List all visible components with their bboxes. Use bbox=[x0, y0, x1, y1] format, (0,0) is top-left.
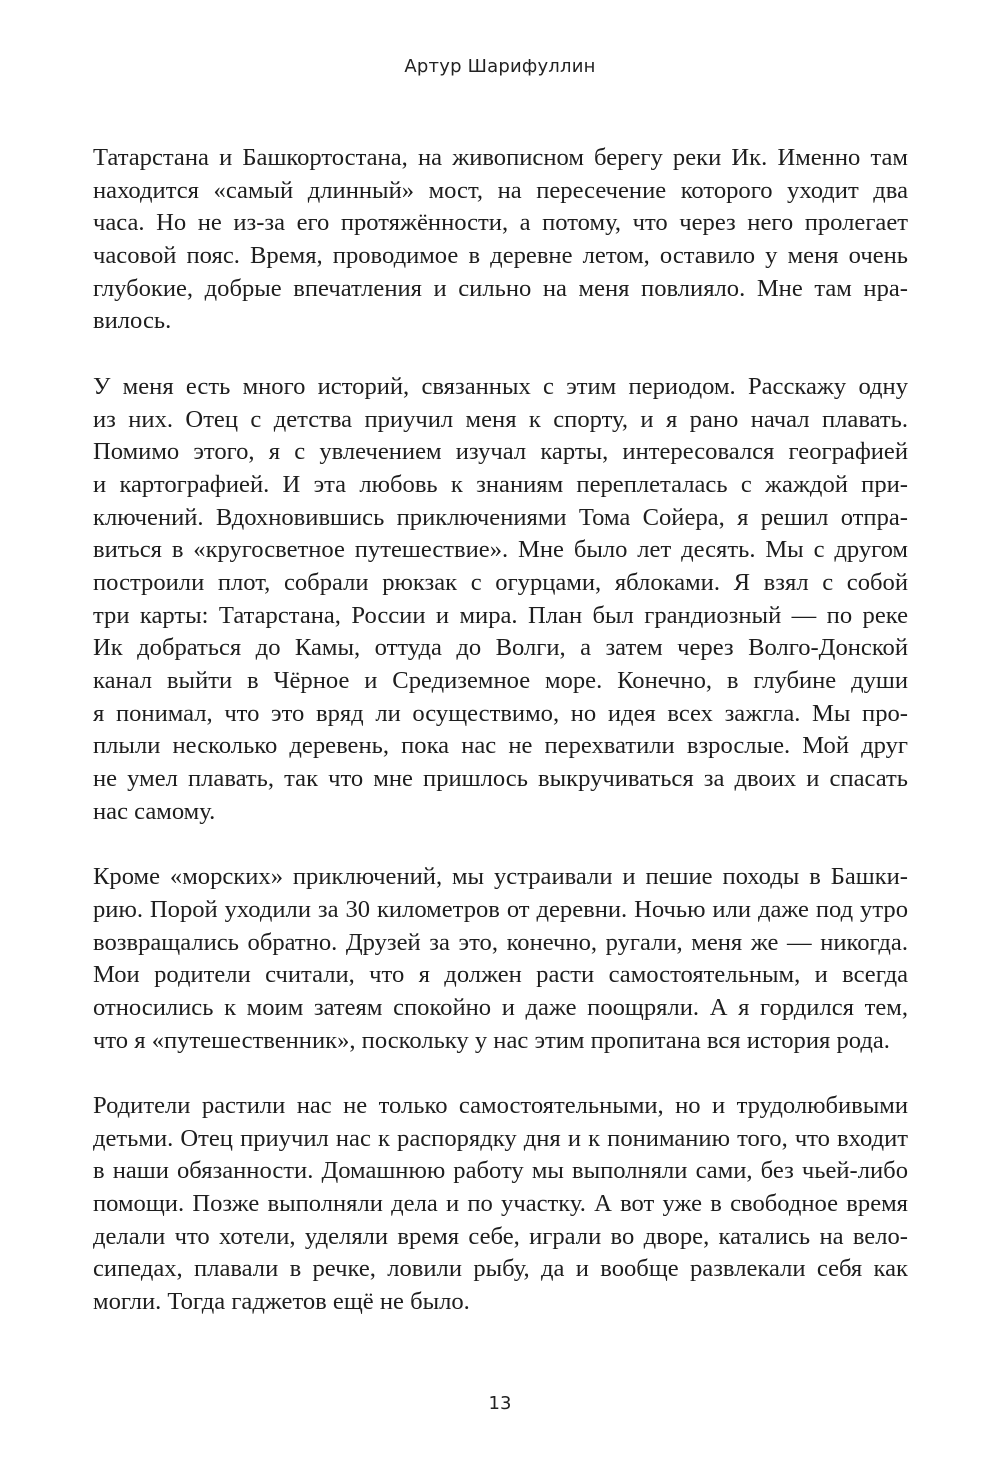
text-line: Ик добраться до Камы, оттуда до Волги, а затем через Волго-Донской bbox=[93, 634, 908, 662]
text-line: делали что хотели, уделяли время себе, играли во дворе, катались на вело- bbox=[93, 1222, 908, 1250]
text-line: возвращались обратно. Друзей за это, конечно, ругали, меня же — никогда. bbox=[93, 928, 908, 956]
text-line: виться в «кругосветное путешествие». Мне было лет десять. Мы с другом bbox=[93, 536, 908, 564]
text-line: Кроме «морских» приключений, мы устраивали и пешие походы в Башки- bbox=[93, 863, 908, 891]
text-line: вилось. bbox=[93, 307, 172, 335]
text-line: построили плот, собрали рюкзак с огурцами, яблоками. Я взял с собой bbox=[93, 568, 908, 596]
text-line: нас самому. bbox=[93, 797, 216, 825]
text-line: не умел плавать, так что мне пришлось выкручиваться за двоих и спасать bbox=[93, 765, 908, 793]
text-line: относились к моим затеям спокойно и даже поощряли. А я гордился тем, bbox=[93, 993, 908, 1021]
text-line: помощи. Позже выполняли дела и по участку. А вот уже в свободное время bbox=[93, 1190, 908, 1217]
paragraph-2 bbox=[93, 371, 908, 829]
text-line: что я «путешественник», поскольку у нас этим пропитана вся история рода. bbox=[93, 1026, 890, 1054]
text-line: находится «самый длинный» мост, на пересечение которого уходит два bbox=[93, 176, 908, 204]
text-line: Помимо этого, я с увлечением изучал карты, интересовался географией bbox=[93, 438, 908, 466]
text-line: три карты: Татарстана, России и мира. План был грандиозный — по реке bbox=[93, 601, 908, 629]
text-line: глубокие, добрые впечатления и сильно на меня повлияло. Мне там нра- bbox=[93, 274, 908, 302]
text-line: У меня есть много историй, связанных с этим периодом. Расскажу одну bbox=[93, 372, 908, 400]
text-line: часовой пояс. Время, проводимое в деревне летом, оставило у меня очень bbox=[93, 242, 908, 270]
text-line: Татарстана и Башкортостана, на живописном берегу реки Ик. Именно там bbox=[93, 144, 908, 171]
text-line: ключений. Вдохновившись приключениями Тома Сойера, я решил отпра- bbox=[93, 503, 908, 531]
text-line: детьми. Отец приучил нас к распорядку дня и к пониманию того, что входит bbox=[93, 1124, 908, 1152]
text-line: в наши обязанности. Домашнюю работу мы выполняли сами, без чьей-либо bbox=[93, 1157, 908, 1185]
paragraph-4 bbox=[93, 1090, 908, 1319]
text-line: сипедах, плавали в речке, ловили рыбу, да и вообще развлекали себя как bbox=[93, 1255, 908, 1283]
text-line: плыли несколько деревень, пока нас не перехватили взрослые. Мой друг bbox=[93, 732, 908, 760]
page-number: 13 bbox=[488, 1393, 512, 1414]
running-header-author: Артур Шарифуллин bbox=[404, 56, 596, 77]
text-line: могли. Тогда гаджетов ещё не было. bbox=[93, 1288, 470, 1316]
paragraph-3 bbox=[93, 861, 908, 1057]
page-body bbox=[93, 142, 908, 1351]
text-line: из них. Отец с детства приучил меня к спорту, и я рано начал плавать. bbox=[93, 405, 908, 433]
text-line: рию. Порой уходили за 30 километров от деревни. Ночью или даже под утро bbox=[93, 895, 908, 923]
text-line: часа. Но не из-за его протяжённости, а потому, что через него пролегает bbox=[93, 209, 908, 237]
text-line: канал выйти в Чёрное и Средиземное море. Конечно, в глубине души bbox=[93, 667, 908, 694]
text-line: я понимал, что это вряд ли осуществимо, но идея всех зажгла. Мы про- bbox=[93, 699, 908, 727]
text-line: и картографией. И эта любовь к знаниям переплеталась с жаждой при- bbox=[93, 470, 908, 498]
text-line: Родители растили нас не только самостоятельными, но и трудолюбивыми bbox=[93, 1091, 908, 1119]
text-line: Мои родители считали, что я должен расти самостоятельным, и всегда bbox=[93, 961, 908, 989]
paragraph-1 bbox=[93, 142, 908, 338]
